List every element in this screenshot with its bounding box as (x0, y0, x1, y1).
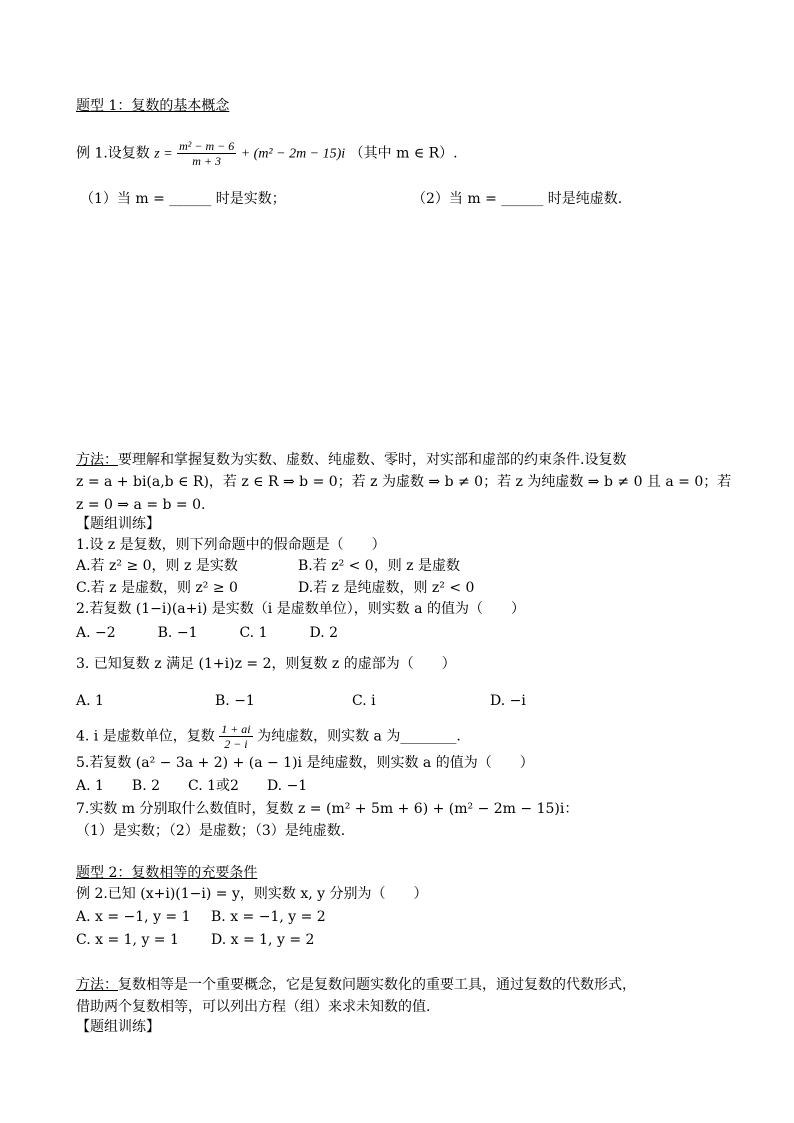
problem-4-fraction (219, 722, 252, 751)
example-1-z-eq: z = (154, 146, 173, 162)
example-2-option-a: A. x = −1, y = 1 (76, 909, 191, 925)
fraction-numerator: 1 + ai (221, 722, 251, 736)
problem-5-options: A. 1 B. 2 C. 1或2 D. −1 (76, 778, 308, 794)
example-1-condition: （其中 m ∈ R）. (349, 145, 458, 162)
problem-3-option-c: C. i (352, 693, 376, 709)
section-title-text: 题型 2：复数相等的充要条件 (76, 865, 258, 881)
problem-3-stem: 3. 已知复数 z 满足 (1+i)z = 2，则复数 z 的虚部为（ ） (76, 656, 456, 672)
problem-4-prefix: 4. i 是虚数单位，复数 (76, 728, 215, 745)
problem-2-stem: 2.若复数 (1−i)(a+i) 是实数（i 是虚数单位），则实数 a 的值为（ ） (76, 601, 525, 617)
method-2-line-2: 借助两个复数相等，可以列出方程（组）来求未知数的值. (76, 999, 431, 1015)
method-1-label: 方法： (76, 452, 118, 468)
example-1-prefix: 例 1.设复数 (76, 145, 150, 162)
problem-7-sub: （1）是实数；（2）是虚数；（3）是纯虚数. (76, 823, 346, 839)
method-2-line-1 (76, 976, 636, 994)
example-1-fraction (177, 139, 236, 168)
method-1-text-1: 要理解和掌握复数为实数、虚数、纯虚数、零时，对实部和虚部的约束条件.设复数 (118, 452, 627, 468)
problem-1-option-b: B.若 z² < 0，则 z 是虚数 (298, 558, 460, 574)
section-title-1 (76, 97, 229, 115)
example-1-tail: + (m² − 2m − 15)i (240, 146, 346, 162)
problem-4-suffix: 为纯虚数，则实数 a 为________. (257, 728, 461, 745)
problem-7-stem: 7.实数 m 分别取什么数值时，复数 z = (m² + 5m + 6) + (m² − 2m − 15)i： (76, 801, 579, 817)
problem-1-option-a: A.若 z² ≥ 0，则 z 是实数 (76, 558, 238, 574)
method-2-label: 方法： (76, 977, 118, 993)
fraction-denominator: 2 − i (224, 737, 248, 751)
fraction-numerator: m² − m − 6 (179, 139, 235, 153)
example-2-option-c: C. x = 1, y = 1 (76, 932, 179, 948)
example-2-stem: 例 2.已知 (x+i)(1−i) = y，则实数 x, y 分别为（ ） (76, 886, 428, 902)
section-title-text: 题型 1：复数的基本概念 (76, 98, 230, 114)
problem-1-option-c: C.若 z 是虚数，则 z² ≥ 0 (76, 580, 238, 596)
example-2-option-b: B. x = −1, y = 2 (211, 909, 326, 925)
example-1-question-2: （2）当 m = ______ 时是纯虚数. (412, 191, 623, 207)
section-title-2 (76, 864, 257, 882)
practice-header-2: 【题组训练】 (76, 1019, 160, 1035)
method-1-line-3: z = 0 ⇒ a = b = 0. (76, 497, 206, 513)
problem-1-stem: 1.设 z 是复数，则下列命题中的假命题是（ ） (76, 537, 386, 553)
fraction-denominator: m + 3 (192, 154, 222, 168)
example-2-option-d: D. x = 1, y = 2 (211, 932, 315, 948)
problem-1-option-d: D.若 z 是纯虚数，则 z² < 0 (298, 580, 475, 596)
method-1-line-1 (76, 451, 626, 469)
practice-header-1: 【题组训练】 (76, 516, 160, 532)
problem-2-options: A. −2 B. −1 C. 1 D. 2 (76, 625, 339, 641)
method-2-text-1: 复数相等是一个重要概念，它是复数问题实数化的重要工具，通过复数的代数形式， (118, 977, 636, 993)
problem-3-option-a: A. 1 (76, 693, 104, 709)
example-1 (76, 139, 458, 168)
problem-3-option-b: B. −1 (215, 693, 255, 709)
problem-5-stem: 5.若复数 (a² − 3a + 2) + (a − 1)i 是纯虚数，则实数 a 的值为（ ） (76, 755, 534, 771)
method-1-line-2: z = a + bi(a,b ∈ R)，若 z ∈ R ⇒ b = 0；若 z 为虚数 ⇒ b ≠ 0；若 z 为纯虚数 ⇒ b ≠ 0 且 a = 0；若 (76, 474, 732, 490)
example-1-question-1: （1）当 m = ______ 时是实数； (80, 191, 286, 207)
problem-4 (76, 722, 461, 751)
problem-3-option-d: D. −i (490, 693, 526, 709)
